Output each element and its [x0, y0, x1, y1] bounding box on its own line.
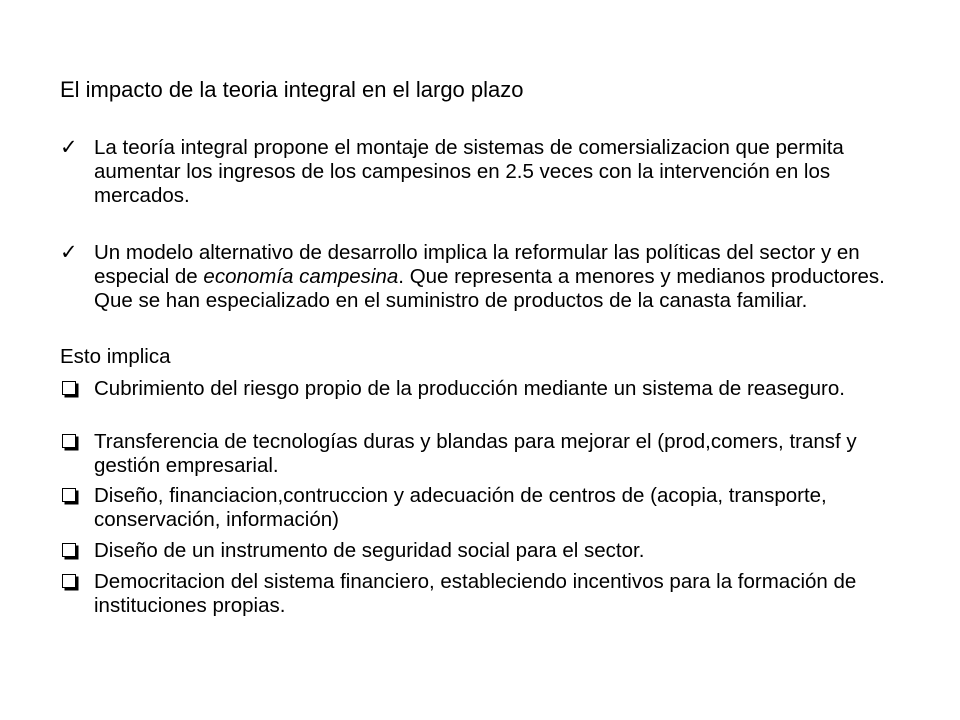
list-item-text: Democritacion del sistema financiero, estableciendo incentivos para la formación de instituciones propias. [94, 570, 857, 617]
check-item-text: La teoría integral propone el montaje de sistemas de comersializacion que permita aumentar los ingresos de los campesinos en 2.5 veces con la intervención en los mercados. [94, 136, 844, 207]
intro-text: Esto implica [60, 345, 171, 368]
square-bullet-icon [62, 574, 76, 588]
square-bullet-icon [62, 434, 76, 448]
square-bullet-icon [62, 543, 76, 557]
check-item-text [94, 241, 894, 313]
text-segment: Un modelo alternativo de desarrollo implica la reformular las políticas del sector y en especial de [94, 241, 860, 288]
list-item-text: Transferencia de tecnologías duras y blandas para mejorar el (prod,comers, transf y gestión empresarial. [94, 430, 857, 477]
square-bullet-icon [62, 488, 76, 502]
square-bullet-icon [62, 381, 76, 395]
list-item-text: Cubrimiento del riesgo propio de la producción mediante un sistema de reaseguro. [94, 377, 845, 400]
checkmark-icon: ✓ [60, 241, 78, 264]
list-item-text: Diseño, financiacion,contruccion y adecuación de centros de (acopia, transporte, conservación, información) [94, 484, 827, 531]
slide-title: El impacto de la teoria integral en el largo plazo [60, 77, 524, 102]
checkmark-icon: ✓ [60, 136, 78, 159]
italic-term: economía campesina [203, 265, 399, 288]
list-item-text: Diseño de un instrumento de seguridad social para el sector. [94, 539, 645, 562]
text-segment: . Que representa a menores y medianos productores. Que se han especializado en el suministro de productos de la canasta familiar. [94, 265, 885, 312]
